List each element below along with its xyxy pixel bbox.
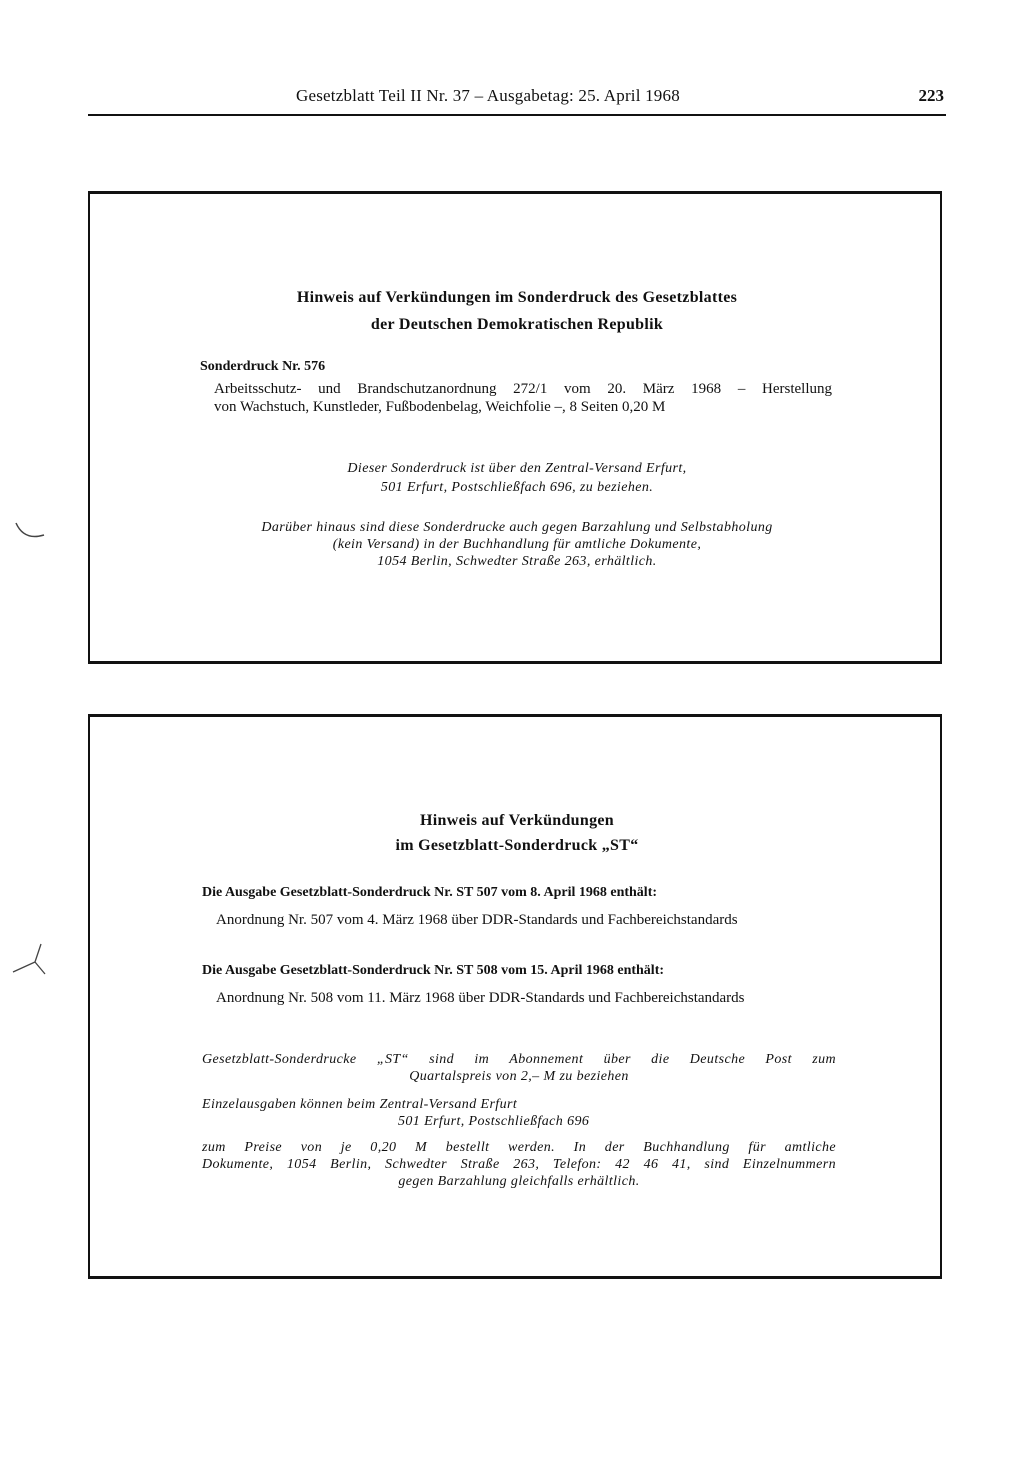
notice2-issue1-label: Die Ausgabe Gesetzblatt-Sonderdruck Nr. ST 507 vom 8. April 1968 enthält: <box>202 885 658 900</box>
notice2-price-line1: zum Preise von je 0,20 M bestellt werden. In der Buchhandlung für amtliche <box>202 1140 836 1155</box>
notice2-price-line2: Dokumente, 1054 Berlin, Schwedter Straße 263, Telefon: 42 46 41, sind Einzelnummern <box>202 1157 836 1172</box>
header-title: Gesetzblatt Teil II Nr. 37 – Ausgabetag: 25. April 1968 <box>296 86 680 105</box>
notice2-single-line1: Einzelausgaben können beim Zentral-Versand Erfurt <box>202 1097 518 1112</box>
notice1-item-line1: Arbeitsschutz- und Brandschutzanordnung 272/1 vom 20. März 1968 – Herstellung <box>214 381 832 397</box>
notice2-heading-line2: im Gesetzblatt-Sonderdruck „ST“ <box>395 837 639 854</box>
notice2-issue2-label: Die Ausgabe Gesetzblatt-Sonderdruck Nr. ST 508 vom 15. April 1968 enthält: <box>202 963 665 978</box>
notice2-single-line2: 501 Erfurt, Postschließfach 696 <box>398 1114 590 1129</box>
notice2-price-line3: gegen Barzahlung gleichfalls erhältlich. <box>398 1174 640 1189</box>
notice2-single-issues <box>202 1096 836 1130</box>
notice2-price <box>202 1139 836 1190</box>
notice1-heading-line2: der Deutschen Demokratischen Republik <box>370 316 664 333</box>
notice2-subscription <box>202 1051 836 1085</box>
notice1-note2-line1: Darüber hinaus sind diese Sonderdrucke auch gegen Barzahlung und Selbstabholung <box>261 520 773 535</box>
notice-box-sonderdruck <box>88 191 942 664</box>
notice2-issue2-text: Anordnung Nr. 508 vom 11. März 1968 über DDR-Standards und Fachbereichstandards <box>216 990 745 1006</box>
notice2-heading-line1: Hinweis auf Verkündungen <box>420 812 614 829</box>
notice1-note1-line1: Dieser Sonderdruck ist über den Zentral-Versand Erfurt, <box>347 461 687 476</box>
notice1-item-line2: von Wachstuch, Kunstleder, Fußbodenbelag, Weichfolie –, 8 Seiten 0,20 M <box>214 399 666 415</box>
notice1-item-label: Sonderdruck Nr. 576 <box>200 359 326 374</box>
notice2-sub-line2: Quartalspreis von 2,– M zu beziehen <box>409 1069 629 1084</box>
notice2-issue1-text: Anordnung Nr. 507 vom 4. März 1968 über DDR-Standards und Fachbereichstandards <box>216 912 738 928</box>
page-number: 223 <box>918 86 944 105</box>
notice-box-st <box>88 714 942 1279</box>
page-header <box>88 84 946 114</box>
notice2-sub-line1: Gesetzblatt-Sonderdrucke „ST“ sind im Abonnement über die Deutsche Post zum <box>202 1052 836 1067</box>
notice1-note2-line3: 1054 Berlin, Schwedter Straße 263, erhältlich. <box>377 554 657 569</box>
margin-mark <box>10 515 50 545</box>
notice1-item-text <box>214 380 832 416</box>
notice1-note1-line2: 501 Erfurt, Postschließfach 696, zu beziehen. <box>380 480 654 495</box>
notice1-note2-line2: (kein Versand) in der Buchhandlung für amtliche Dokumente, <box>332 537 702 552</box>
notice1-heading-line1: Hinweis auf Verkündungen im Sonderdruck des Gesetzblattes <box>296 289 738 306</box>
margin-mark <box>5 940 50 980</box>
header-rule <box>88 114 946 116</box>
